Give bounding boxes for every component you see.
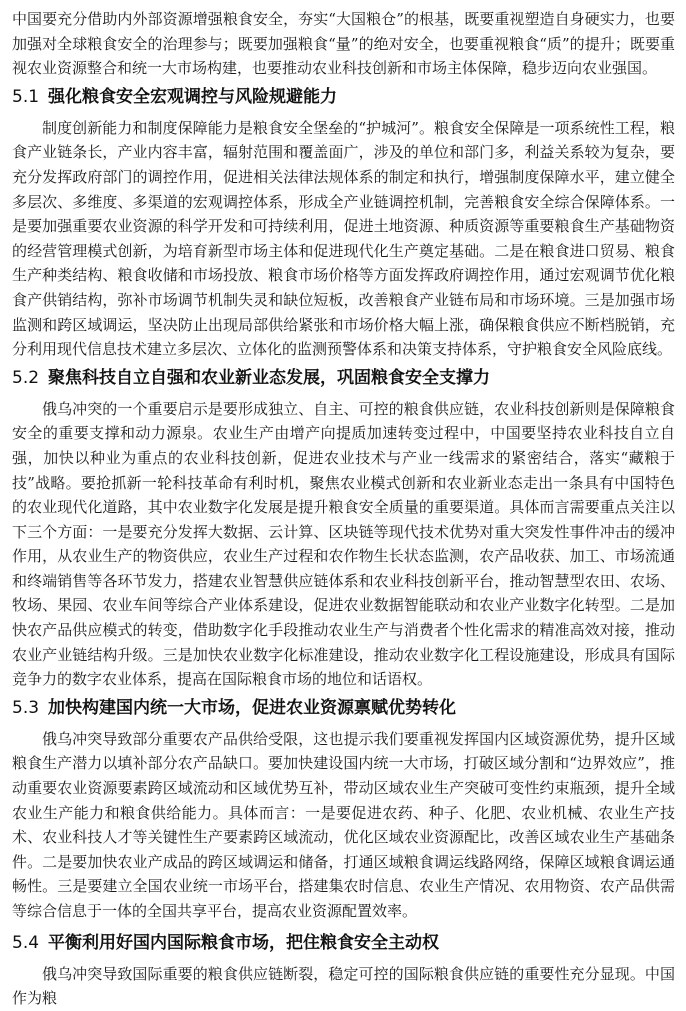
intro-paragraph: 中国要充分借助内外部资源增强粮食安全，夯实“大国粮仓”的根基，既要重视塑造自身硬实力，也要加强对全球粮食安全的治理参与；既要加强粮食“量”的绝对安全，也要重视粮食“质”的提升；既要重视农业资源整合和统一大市场构建，也要推动农业科技创新和市场主体保障，稳步迈向农业强国。 — [12, 10, 675, 78]
section-title: 聚焦科技自立自强和农业新业态发展，巩固粮食安全支撑力 — [48, 367, 490, 388]
section-title: 强化粮食安全宏观调控与风险规避能力 — [48, 86, 337, 107]
section-number: 5.4 — [12, 932, 40, 953]
section-paragraph: 俄乌冲突导致部分重要农产品供给受限，这也提示我们要重视发挥国内区域资源优势，提升区域粮食生产潜力以填补部分农产品缺口。要加快建设国内统一大市场，打破区域分割和“边界效应”，推动重要农业资源要素跨区域流动和区域优势互补，带动区域农业生产突破可变性约束瓶颈，提升全域农业生产能力和粮食供给能力。具体而言：一是要促进农药、种子、化肥、农业机械、农业生产技术、农业科技人才等关键性生产要素跨区域流动，优化区域农业资源配比，改善区域农业生产基础条件。二是要加快农业产成品的跨区域调运和储备，打通区域粮食调运线路网络，保障区域粮食调运通畅性。三是要建立全国农业统一市场平台，搭建集农时信息、农业生产情况、农用物资、农产品供需等综合信息于一体的全国共享平台，提高农业资源配置效率。 — [12, 729, 675, 920]
section-heading-5-3 — [12, 692, 675, 727]
section-number: 5.2 — [12, 367, 40, 388]
section-heading-5-1 — [12, 81, 675, 116]
section-number: 5.3 — [12, 697, 40, 718]
section-paragraph: 制度创新能力和制度保障能力是粮食安全堡垒的“护城河”。粮食安全保障是一项系统性工程，粮食产业链条长，产业内容丰富，辐射范围和覆盖面广，涉及的单位和部门多，利益关系较为复杂，要充分发挥政府部门的调控作用，促进相关法律法规体系的制定和执行，增强制度保障水平，建立健全多层次、多维度、多渠道的宏观调控体系，形成全产业链调控机制，完善粮食安全综合保障体系。一是要加强重要农业资源的科学开发和可持续利用，促进土地资源、种质资源等重要粮食生产基础物资的经营管理模式创新，为培育新型市场主体和促进现代化生产奠定基础。二是在粮食进口贸易、粮食生产种类结构、粮食收储和市场投放、粮食市场价格等方面发挥政府调控作用，通过宏观调节优化粮食产供销结构，弥补市场调节机制失灵和缺位短板，改善粮食产业链布局和市场环境。三是加强市场监测和跨区域调运，坚决防止出现局部供给紧张和市场价格大幅上涨，确保粮食供应不断档脱销，充分利用现代信息技术建立多层次、立体化的监测预警体系和决策支持体系，守护粮食安全风险底线。 — [12, 118, 675, 359]
section-paragraph: 俄乌冲突的一个重要启示是要形成独立、自主、可控的粮食供应链，农业科技创新则是保障粮食安全的重要支撑和动力源泉。农业生产由增产向提质加速转变过程中，中国要坚持农业科技自立自强，加快以种业为重点的农业科技创新，促进农业技术与产业一线需求的紧密结合，落实“藏粮于技”战略。要抢抓新一轮科技革命有利时机，聚焦农业模式创新和农业新业态走出一条具有中国特色的农业现代化道路，其中农业数字化发展是提升粮食安全质量的重要渠道。具体而言需要重点关注以下三个方面：一是要充分发挥大数据、云计算、区块链等现代技术优势对重大突发性事件冲击的缓冲作用，从农业生产的物资供应，农业生产过程和农作物生长状态监测，农产品收获、加工、市场流通和终端销售等各环节发力，搭建农业智慧供应链体系和农业科技创新平台，推动智慧型农田、农场、牧场、果园、农业车间等综合产业体系建设，促进农业数据智能联动和农业产业数字化转型。二是加快农产品供应模式的转变，借助数字化手段推动农业生产与消费者个性化需求的精准高效对接，推动农业产业链结构升级。三是加快农业数字化标准建设，推动农业数字化工程设施建设，形成具有国际竞争力的数字农业体系，提高在国际粮食市场的地位和话语权。 — [12, 399, 675, 689]
section-title: 加快构建国内统一大市场，促进农业资源禀赋优势转化 — [48, 697, 456, 718]
section-heading-5-4 — [12, 927, 675, 962]
section-paragraph: 俄乌冲突导致国际重要的粮食供应链断裂，稳定可控的国际粮食供应链的重要性充分显现。中国作为粮 — [12, 964, 675, 1008]
section-heading-5-2 — [12, 362, 675, 397]
section-title: 平衡利用好国内国际粮食市场，把住粮食安全主动权 — [48, 932, 439, 953]
section-number: 5.1 — [12, 86, 40, 107]
